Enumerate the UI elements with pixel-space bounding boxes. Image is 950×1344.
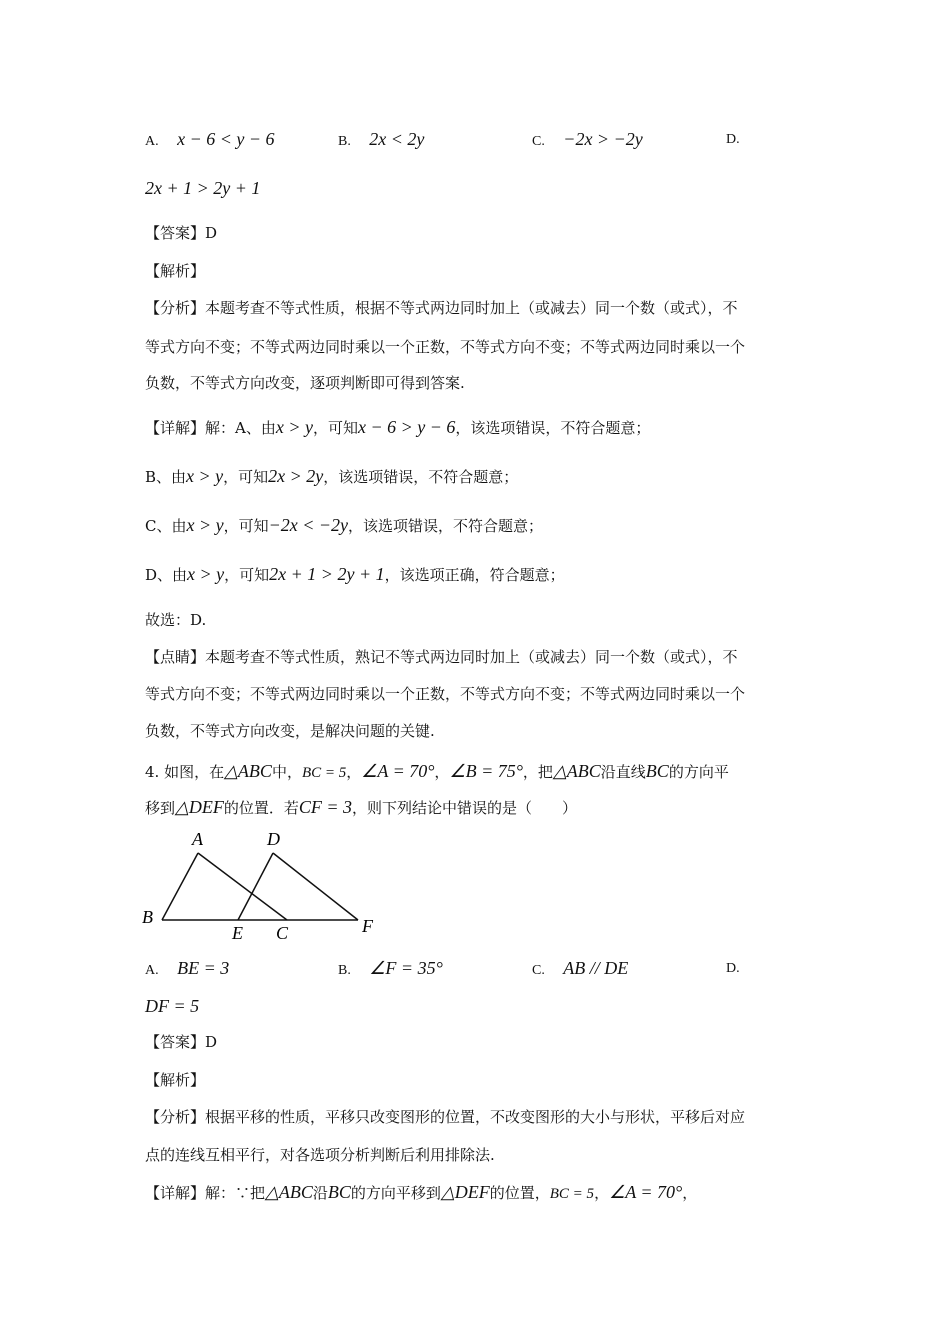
- math: △DEF: [175, 797, 224, 817]
- segment-ab: [162, 853, 198, 920]
- option-label: D.: [726, 132, 740, 147]
- q4-option-c: [532, 957, 628, 982]
- math: x > y: [186, 515, 224, 535]
- math: 2x > 2y: [268, 466, 324, 486]
- q3-option-b: [338, 128, 424, 153]
- point-label-a: A: [192, 829, 203, 849]
- q4-jiexi-heading: 【解析】: [145, 1071, 206, 1089]
- text: ，则下列结论中错误的是（ ）: [352, 799, 578, 817]
- text: 的方向平: [668, 763, 729, 781]
- text: C、由: [145, 517, 187, 535]
- math: BC: [327, 1182, 351, 1202]
- text: 的位置，: [489, 1184, 550, 1202]
- math: 2x + 1 > 2y + 1: [269, 564, 385, 584]
- math: x > y: [186, 466, 224, 486]
- text: ，: [682, 1184, 698, 1202]
- q3-option-c: [532, 128, 643, 153]
- math: x − 6 > y − 6: [357, 417, 456, 437]
- q3-detail-b: [145, 465, 518, 488]
- text: ，该选项错误，不符合题意；: [348, 517, 544, 535]
- q4-option-d-math: [145, 995, 199, 1019]
- q4-stem-line-1: [145, 760, 729, 784]
- math: −2x < −2y: [268, 515, 349, 535]
- option-label: C.: [532, 134, 545, 149]
- option-math: x − 6 < y − 6: [177, 129, 275, 149]
- option-label: D.: [726, 961, 740, 976]
- math: BC = 5: [549, 1186, 595, 1202]
- math: △ABC: [552, 761, 601, 781]
- q4-answer: 【答案】D: [145, 1033, 218, 1051]
- q3-choose: 故选：D.: [145, 611, 207, 629]
- q3-detail-a: [145, 416, 650, 439]
- math: ∠B = 75°: [449, 761, 523, 781]
- q3-option-d: [726, 128, 754, 151]
- q3-option-d-math: [145, 177, 260, 201]
- math: △ABC: [265, 1182, 313, 1202]
- q4-option-d: [726, 957, 754, 980]
- q3-option-a: [145, 128, 275, 153]
- q3-answer: 【答案】D: [145, 224, 218, 242]
- point-label-d: D: [267, 829, 280, 849]
- q4-option-a: [145, 957, 229, 982]
- point-label-c: C: [276, 923, 289, 943]
- q3-analysis-line-2: 等式方向不变；不等式两边同时乘以一个正数，不等式方向不变；不等式两边同时乘以一个: [145, 338, 746, 356]
- text: ，可知: [312, 419, 358, 437]
- q4-detail-line: [145, 1181, 697, 1205]
- option-math: DF = 5: [145, 996, 200, 1016]
- text: 【详解】解：A、由: [145, 419, 276, 437]
- text: ，: [346, 763, 362, 781]
- text: 中，: [271, 763, 302, 781]
- math: BC: [645, 761, 669, 781]
- text: 的方向平移到: [350, 1184, 441, 1202]
- text: ，该选项错误，不符合题意；: [323, 468, 519, 486]
- text: ，: [434, 763, 450, 781]
- option-math: 2x + 1 > 2y + 1: [145, 178, 261, 198]
- text: ，可知: [224, 566, 270, 584]
- option-label: B.: [338, 963, 351, 978]
- text: ，把: [522, 763, 553, 781]
- q3-comment-line-1: 【点睛】本题考查不等式性质，熟记不等式两边同时加上（或减去）同一个数（或式），不: [145, 648, 738, 666]
- text: 【详解】解：∵把: [145, 1184, 266, 1202]
- math: ∠A = 70°: [361, 761, 435, 781]
- option-label: B.: [338, 134, 351, 149]
- text: 的位置．若: [223, 799, 299, 817]
- translation-figure: [140, 826, 380, 946]
- q3-detail-d: [145, 563, 565, 586]
- q4-analysis-line-2: 点的连线互相平行，对各选项分析判断后利用排除法.: [145, 1146, 495, 1164]
- text: 沿直线: [600, 763, 646, 781]
- q3-comment-line-3: 负数，不等式方向改变，是解决问题的关键.: [145, 722, 435, 740]
- math: BC = 5: [301, 765, 347, 781]
- option-label: A.: [145, 963, 159, 978]
- q3-analysis-line-1: 【分析】本题考查不等式性质，根据不等式两边同时加上（或减去）同一个数（或式），不: [145, 299, 738, 317]
- math: △DEF: [440, 1182, 490, 1202]
- q3-jiexi-heading: 【解析】: [145, 262, 206, 280]
- option-math: ∠F = 35°: [369, 958, 443, 978]
- text: ，可知: [223, 468, 269, 486]
- q3-analysis-line-3: 负数，不等式方向改变，逐项判断即可得到答案.: [145, 374, 465, 392]
- option-math: BE = 3: [177, 958, 230, 978]
- math: CF = 3: [298, 797, 353, 817]
- point-label-e: E: [232, 923, 243, 943]
- q4-option-b: [338, 957, 443, 982]
- text: D、由: [145, 566, 188, 584]
- text: 移到: [145, 799, 176, 817]
- text: B、由: [145, 468, 187, 486]
- point-label-f: F: [362, 916, 373, 936]
- option-label: C.: [532, 963, 545, 978]
- q3-detail-c: [145, 514, 543, 537]
- q4-analysis-line-1: 【分析】根据平移的性质，平移只改变图形的位置，不改变图形的大小与形状，平移后对应: [145, 1108, 746, 1126]
- q3-comment-line-2: 等式方向不变；不等式两边同时乘以一个正数，不等式方向不变；不等式两边同时乘以一个: [145, 685, 746, 703]
- text: 4. 如图，在: [145, 763, 225, 781]
- text: ，该选项错误，不符合题意；: [455, 419, 651, 437]
- q4-stem-line-2: [145, 796, 577, 819]
- option-math: 2x < 2y: [369, 129, 425, 149]
- text: ，可知: [223, 517, 269, 535]
- option-math: −2x > −2y: [563, 129, 643, 149]
- math: x > y: [275, 417, 313, 437]
- math: x > y: [187, 564, 225, 584]
- text: ，: [594, 1184, 610, 1202]
- option-math: AB // DE: [563, 958, 629, 978]
- math: ∠A = 70°: [609, 1182, 683, 1202]
- segment-df: [273, 853, 358, 920]
- math: △ABC: [224, 761, 272, 781]
- option-label: A.: [145, 134, 159, 149]
- text: 沿: [312, 1184, 328, 1202]
- text: ，该选项正确，符合题意；: [384, 566, 565, 584]
- point-label-b: B: [142, 907, 153, 927]
